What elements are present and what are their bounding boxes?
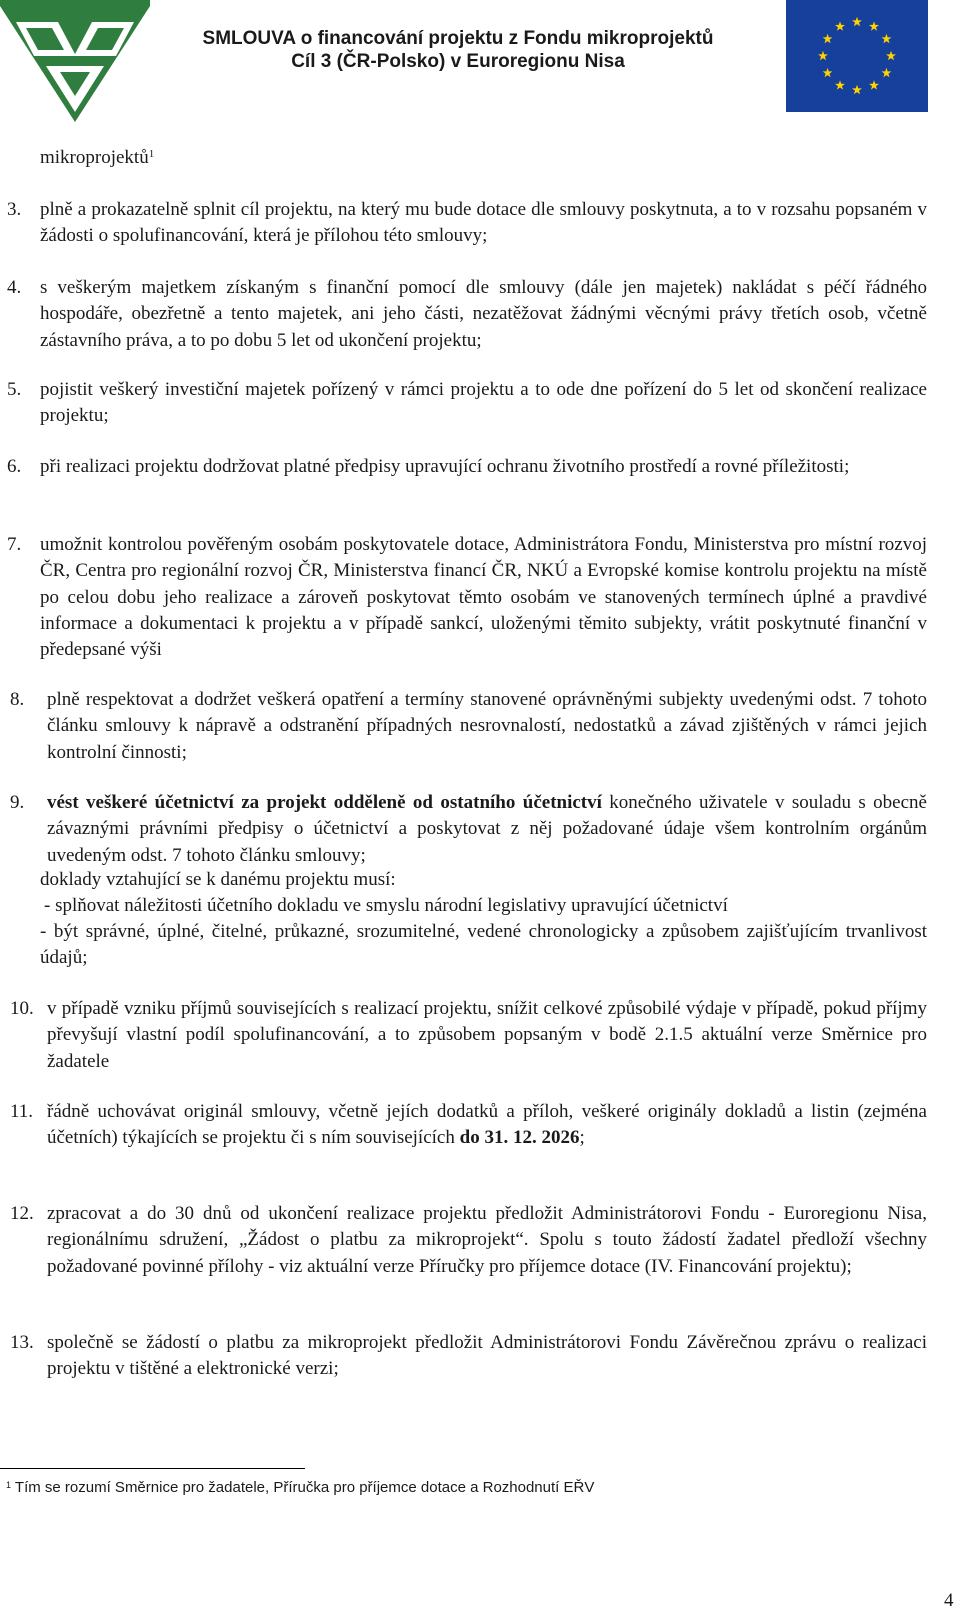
item-9-number: 9. — [10, 792, 25, 813]
item-7-text: umožnit kontrolou pověřeným osobám poskytovatele dotace, Administrátora Fondu, Ministerstva pro místní rozvoj ČR, Centra pro regionální rozvoj ČR, Ministerstva financí ČR, NKÚ a Evropské komise kontrolu projektu na místě po celou dobu jeho realizace a zároveň poskytovat těmto osobám ve stanovených termínech úplné a pravdivé informace a dokumentaci k projektu a v případě sankcí, uloženými těmito subjekty, vrátit poskytnuté finanční v předepsané výši — [40, 534, 927, 661]
continuation-word: mikroprojektů — [40, 147, 149, 168]
header-title — [178, 27, 738, 73]
eu-flag-icon — [786, 0, 928, 112]
continuation-text — [40, 145, 154, 171]
item-9-bold: vést veškeré účetnictví za projekt odděleně od ostatního účetnictví — [47, 792, 602, 813]
item-13-number: 13. — [10, 1332, 34, 1353]
item-11-end: ; — [579, 1127, 585, 1149]
header-title-line1: SMLOUVA o financování projektu z Fondu mikroprojektů — [202, 28, 714, 49]
doklady-line-1: - splňovat náležitosti účetního dokladu ve smyslu národní legislativy upravující účetnictví — [44, 895, 728, 916]
header-title-line2: Cíl 3 (ČR-Polsko) v Euroregionu Nisa — [291, 51, 625, 72]
item-8-text: plně respektovat a dodržet veškerá opatření a termíny stanovené oprávněnými subjekty uvedenými odst. 7 tohoto článku smlouvy k nápravě a odstranění případných nesrovnalostí, nedostatků a závad zjištěných v rámci jejich kontrolní činnosti; — [47, 689, 927, 763]
item-6-text: při realizaci projektu dodržovat platné předpisy upravující ochranu životního prostředí a rovné příležitosti; — [40, 456, 850, 477]
doklady-line-2: - být správné, úplné, čitelné, průkazné, srozumitelné, vedené chronologicky a způsobem zajišťujícím trvanlivost údajů; — [40, 921, 927, 969]
item-8-number: 8. — [10, 689, 25, 710]
item-9-text — [47, 790, 927, 869]
item-11-bold: do 31. 12. 2026 — [459, 1127, 580, 1149]
item-12-text: zpracovat a do 30 dnů od ukončení realizace projektu předložit Administrátorovi Fondu - Euroregionu Nisa, regionálnímu sdružení, „Žádost o platbu za mikroprojekt“. Spolu s touto žádostí žadatel předloží všechny požadované povinné přílohy - viz aktuální verze Příručky pro příjemce dotace (IV. Financování projektu); — [47, 1203, 927, 1277]
page-number: 4 — [944, 1590, 954, 1611]
item-10-number: 10. — [10, 998, 34, 1019]
item-11-text — [47, 1099, 927, 1152]
item-7-number: 7. — [7, 534, 22, 555]
program-logo — [0, 0, 150, 125]
footnote-separator — [0, 1468, 305, 1469]
item-9-rest: konečného uživatele v souladu s obecně závaznými právními předpisy o účetnictví a poskytovat z něj požadované údaje všem kontrolním orgánům uvedeným odst. 7 tohoto článku smlouvy; — [47, 792, 927, 866]
item-4-text: s veškerým majetkem získaným s finanční pomocí dle smlouvy (dále jen majetek) nakládat s péčí řádného hospodáře, obezřetně a tento majetek, ani jeho části, nezatěžovat žádnými věcnými právy třetích osob, včetně zástavního práva, a to po dobu 5 let od ukončení projektu; — [40, 277, 927, 351]
item-11-rest: řádně uchovávat originál smlouvy, včetně jejích dodatků a příloh, veškeré originály dokladů a listin (zejména účetních) týkajících se projektu či s ním souvisejících — [47, 1101, 927, 1149]
item-6-number: 6. — [7, 456, 22, 477]
item-3-text: plně a prokazatelně splnit cíl projektu, na který mu bude dotace dle smlouvy poskytnuta, a to v rozsahu popsaném v žádosti o spolufinancování, která je přílohou této smlouvy; — [40, 199, 927, 247]
item-11-number: 11. — [10, 1101, 34, 1122]
item-12-number: 12. — [10, 1203, 34, 1224]
item-10-text: v případě vzniku příjmů souvisejících s realizací projektu, snížit celkové způsobilé výdaje v případě, pokud příjmy převyšují vlastní podíl spolufinancování, a to způsobem popsaným v bodě 2.1.5 aktuální verze Směrnice pro žadatele — [47, 998, 927, 1072]
doklady-intro: doklady vztahující se k danému projektu musí: — [40, 869, 396, 890]
footnote — [6, 1479, 594, 1497]
item-3-number: 3. — [7, 199, 22, 220]
footnote-text: Tím se rozumí Směrnice pro žadatele, Příručka pro příjemce dotace a Rozhodnutí EŘV — [14, 1479, 595, 1496]
item-5-text: pojistit veškerý investiční majetek pořízený v rámci projektu a to ode dne pořízení do 5 let od skončení realizace projektu; — [40, 379, 927, 427]
footnote-ref: 1 — [148, 148, 155, 160]
item-5-number: 5. — [7, 379, 22, 400]
item-4-number: 4. — [7, 277, 22, 298]
footnote-number: 1 — [6, 1480, 12, 1490]
item-13-text: společně se žádostí o platbu za mikroprojekt předložit Administrátorovi Fondu Závěrečnou zprávu o realizaci projektu v tištěné a elektronické verzi; — [47, 1332, 927, 1380]
